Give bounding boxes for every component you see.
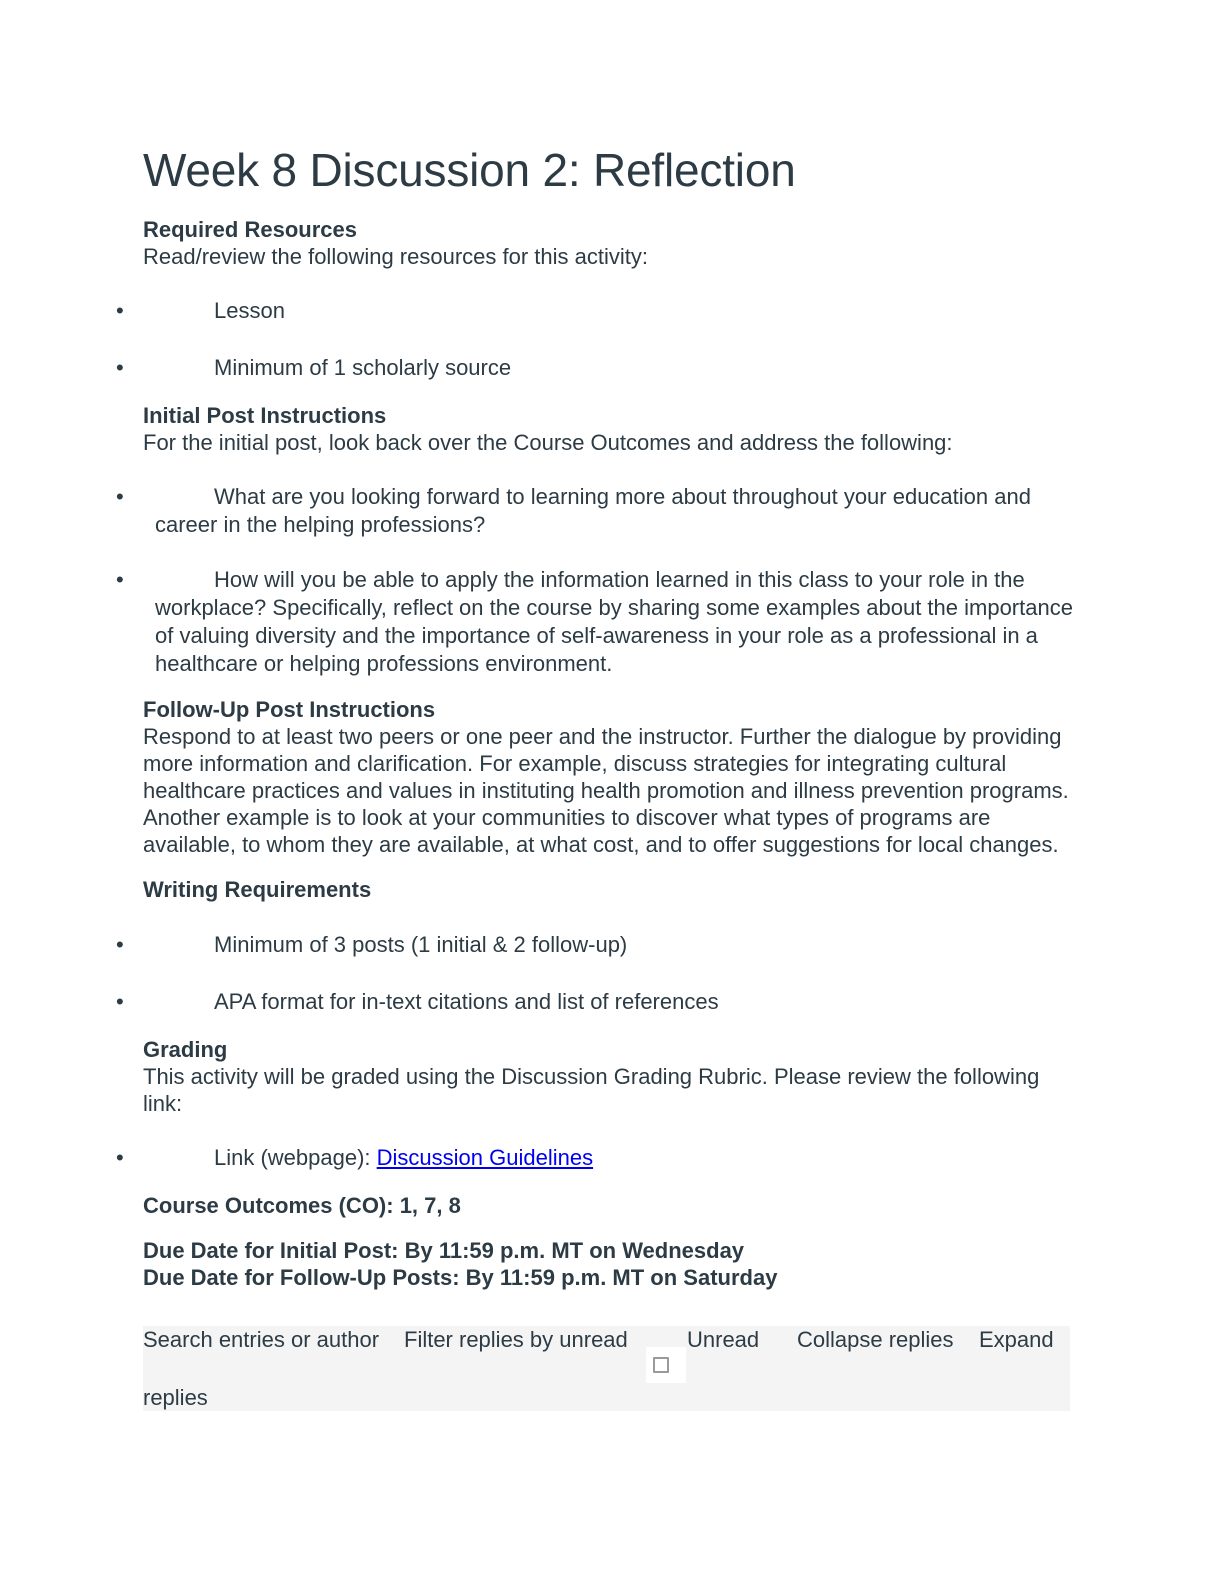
unread-checkbox-wrap[interactable] — [646, 1347, 686, 1383]
required-resources-list — [116, 297, 1073, 382]
bullet-icon: • — [116, 484, 124, 509]
due-date-follow-up: Due Date for Follow-Up Posts: By 11:59 p.m. MT on Saturday — [143, 1265, 778, 1290]
required-resources-heading: Required Resources — [143, 217, 357, 242]
list-item-text: How will you be able to apply the information learned in this class to your role in the workplace? Specifically, reflect on the course by sharing some examples about the importance of valuing diversity and the importance of self-awareness in your role as a professional in a healthcare or helping professions environment. — [155, 567, 1073, 676]
list-item-text: APA format for in-text citations and list of references — [214, 989, 719, 1014]
list-item — [116, 566, 1073, 678]
bullet-icon: • — [116, 1145, 124, 1170]
list-item — [116, 297, 1073, 325]
follow-up-heading: Follow-Up Post Instructions — [143, 697, 436, 722]
list-item-text: Minimum of 1 scholarly source — [214, 355, 512, 380]
unread-checkbox[interactable] — [653, 1357, 669, 1373]
grading-section — [116, 1036, 1073, 1172]
page-title: Week 8 Discussion 2: Reflection — [143, 144, 796, 196]
discussion-guidelines-link[interactable]: Discussion Guidelines — [376, 1145, 594, 1170]
follow-up-section — [143, 696, 1073, 858]
due-dates-section — [143, 1237, 1073, 1291]
search-entries-input[interactable]: Search entries or author — [143, 1327, 380, 1352]
initial-post-intro: For the initial post, look back over the Course Outcomes and address the following: — [143, 430, 953, 455]
filter-replies-label: Filter replies by unread — [404, 1327, 628, 1352]
writing-requirements-heading: Writing Requirements — [143, 877, 372, 902]
course-outcomes: Course Outcomes (CO): 1, 7, 8 — [143, 1193, 461, 1218]
writing-requirements-section — [116, 876, 1073, 1016]
list-item — [116, 483, 1073, 539]
list-item — [116, 988, 1073, 1016]
bullet-icon: • — [116, 932, 124, 957]
initial-post-heading: Initial Post Instructions — [143, 403, 387, 428]
required-resources-intro: Read/review the following resources for this activity: — [143, 244, 648, 269]
bullet-icon: • — [116, 567, 124, 592]
bullet-icon: • — [116, 989, 124, 1014]
list-item-text: What are you looking forward to learning more about throughout your education and career in the helping professions? — [155, 484, 1031, 537]
bullet-icon: • — [116, 298, 124, 323]
list-item — [116, 354, 1073, 382]
writing-requirements-list — [116, 931, 1073, 1016]
initial-post-section — [116, 402, 1073, 678]
list-item — [116, 1144, 1073, 1172]
link-prefix: Link (webpage): — [214, 1145, 377, 1170]
initial-post-list — [116, 483, 1073, 678]
grading-body: This activity will be graded using the Discussion Grading Rubric. Please review the following link: — [143, 1064, 1040, 1116]
unread-label[interactable]: Unread — [687, 1327, 760, 1352]
list-item — [116, 931, 1073, 959]
due-date-initial: Due Date for Initial Post: By 11:59 p.m. MT on Wednesday — [143, 1238, 745, 1263]
list-item-text — [143, 1144, 1073, 1172]
list-item-text: Minimum of 3 posts (1 initial & 2 follow-up) — [214, 932, 628, 957]
document-content — [116, 140, 1073, 1291]
grading-heading: Grading — [143, 1037, 228, 1062]
expand-replies-button-continued[interactable]: replies — [143, 1385, 208, 1410]
list-item-text: Lesson — [214, 298, 285, 323]
grading-list — [116, 1144, 1073, 1172]
follow-up-body: Respond to at least two peers or one peer and the instructor. Further the dialogue by providing more information and clarification. For example, discuss strategies for integrating cultural healthcare practices and values in instituting health promotion and illness prevention programs. Another example is to look at your communities to discover what types of programs are available, to whom they are available, at what cost, and to offer suggestions for local changes. — [143, 724, 1069, 857]
expand-replies-button[interactable]: Expand — [979, 1327, 1054, 1352]
discussion-toolbar — [143, 1326, 1070, 1411]
collapse-replies-button[interactable]: Collapse replies — [797, 1327, 954, 1352]
required-resources-section — [116, 216, 1073, 382]
bullet-icon: • — [116, 355, 124, 380]
